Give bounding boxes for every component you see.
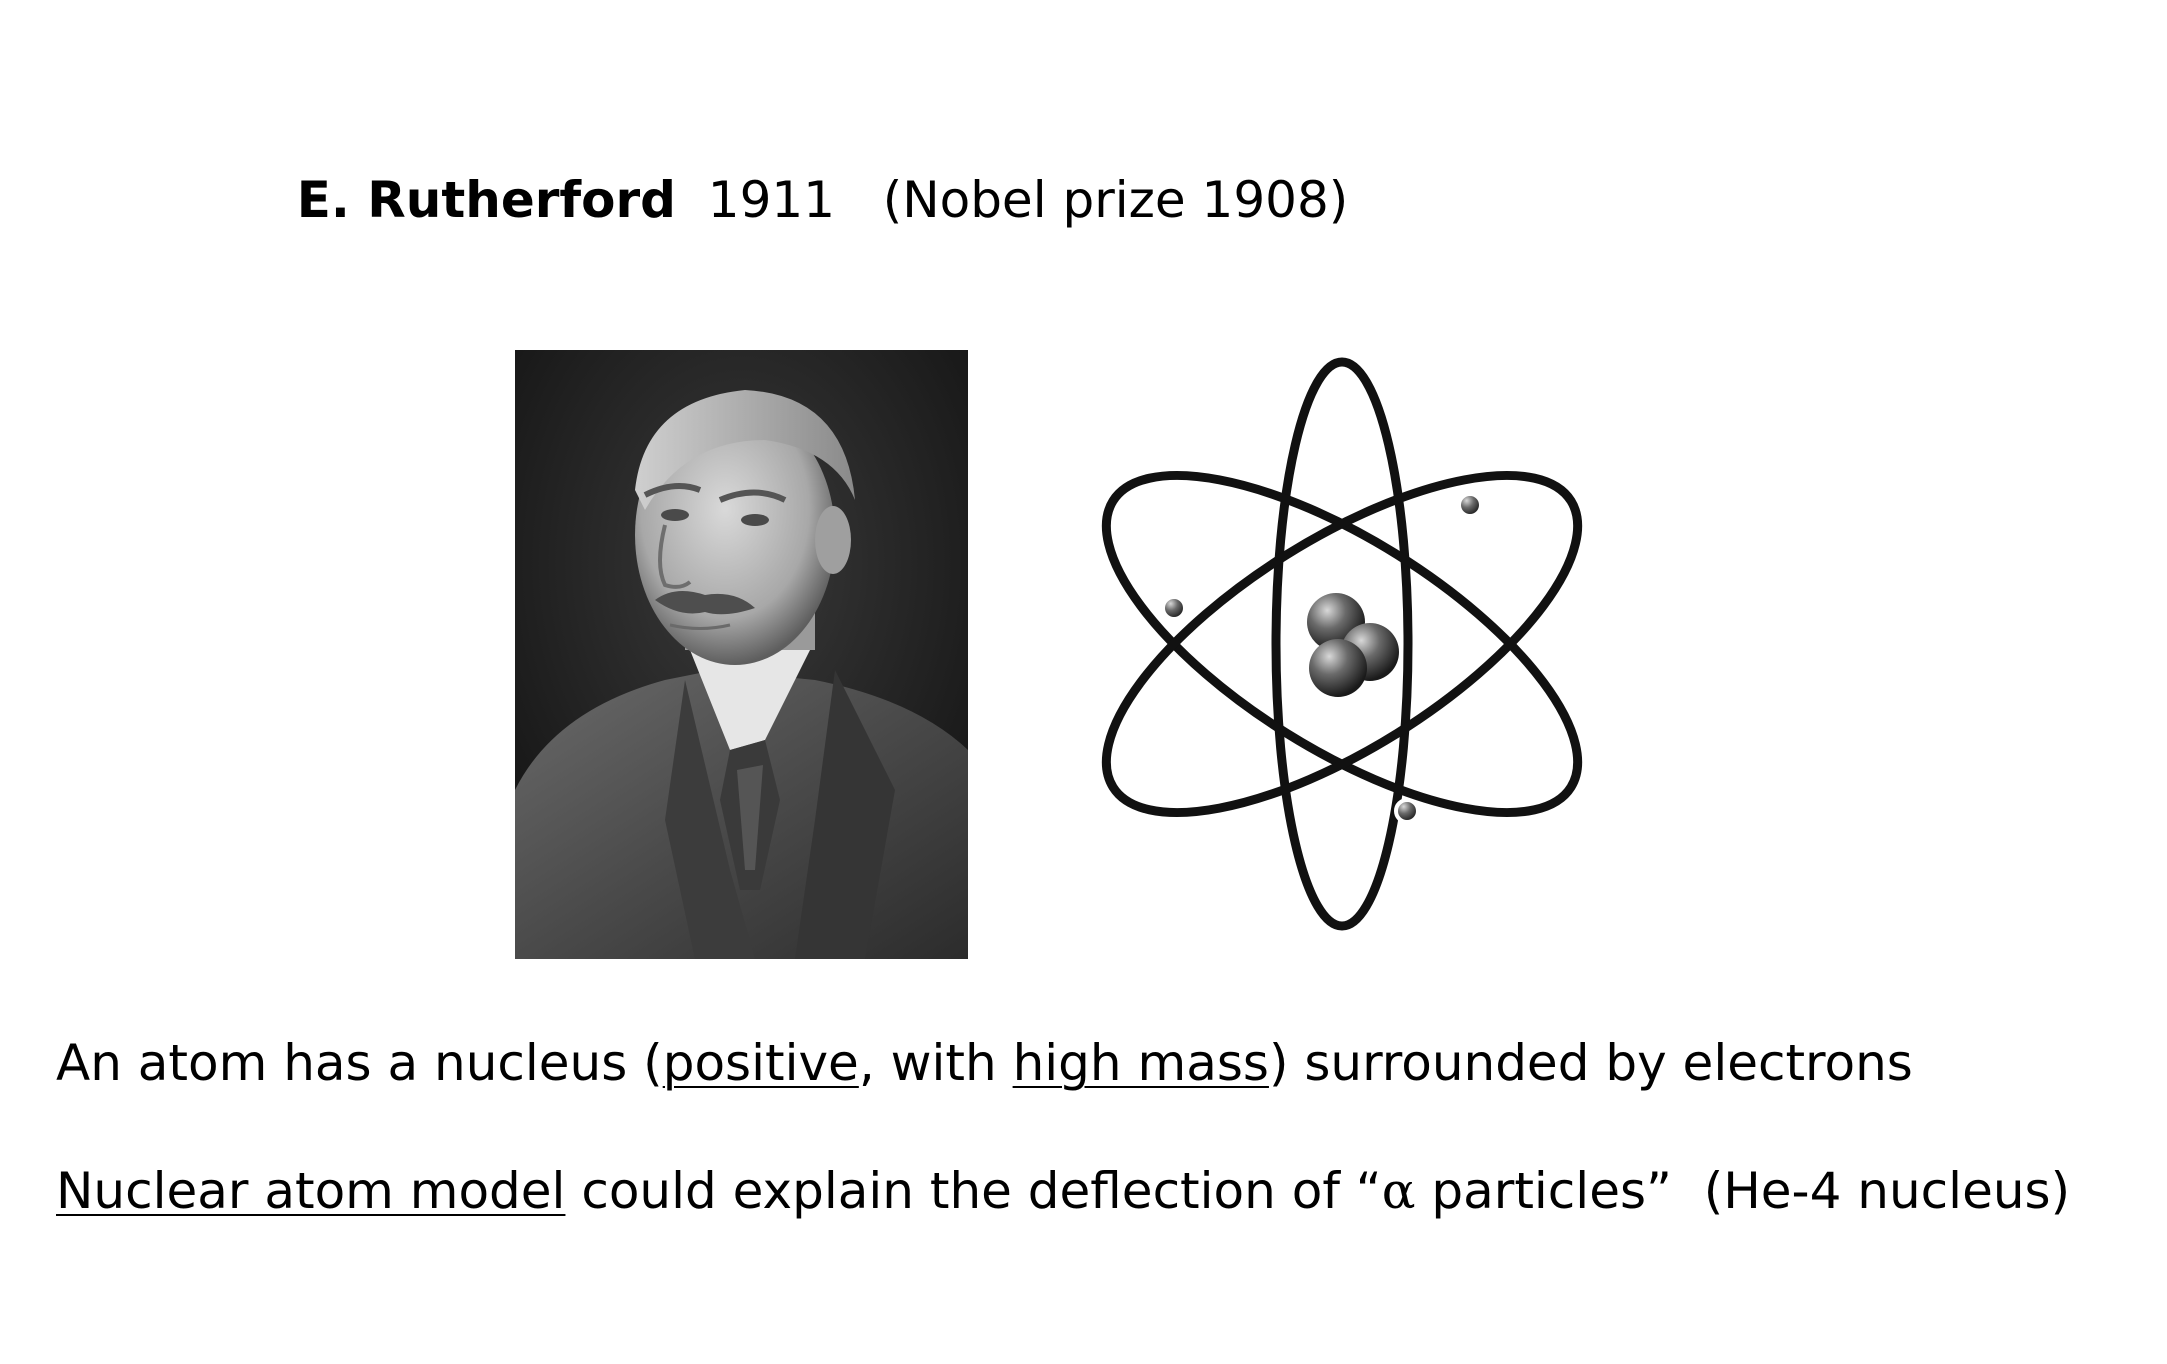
underlined-positive: positive xyxy=(662,1034,859,1092)
line1-text-b: , with xyxy=(858,1034,1013,1092)
line2-text-b: particles” (He-4 nucleus) xyxy=(1415,1162,2071,1220)
line1-text-c: ) surrounded by electrons xyxy=(1268,1034,1913,1092)
title-note: (Nobel prize 1908) xyxy=(882,171,1349,229)
title-year: 1911 xyxy=(675,171,883,229)
line2-text-a: could explain the deflection of “ xyxy=(565,1162,1382,1220)
alpha-symbol: α xyxy=(1381,1162,1416,1220)
line1-text-a: An atom has a nucleus ( xyxy=(56,1034,663,1092)
statement-nucleus xyxy=(56,1028,1913,1098)
underlined-high-mass: high mass xyxy=(1012,1034,1269,1092)
atom-icon xyxy=(1080,350,1620,950)
slide-title xyxy=(0,165,1645,235)
portrait-photo xyxy=(515,350,968,959)
underlined-nuclear-atom-model: Nuclear atom model xyxy=(56,1162,566,1220)
statement-nuclear-model xyxy=(56,1156,2070,1226)
title-name: E. Rutherford xyxy=(296,171,676,229)
